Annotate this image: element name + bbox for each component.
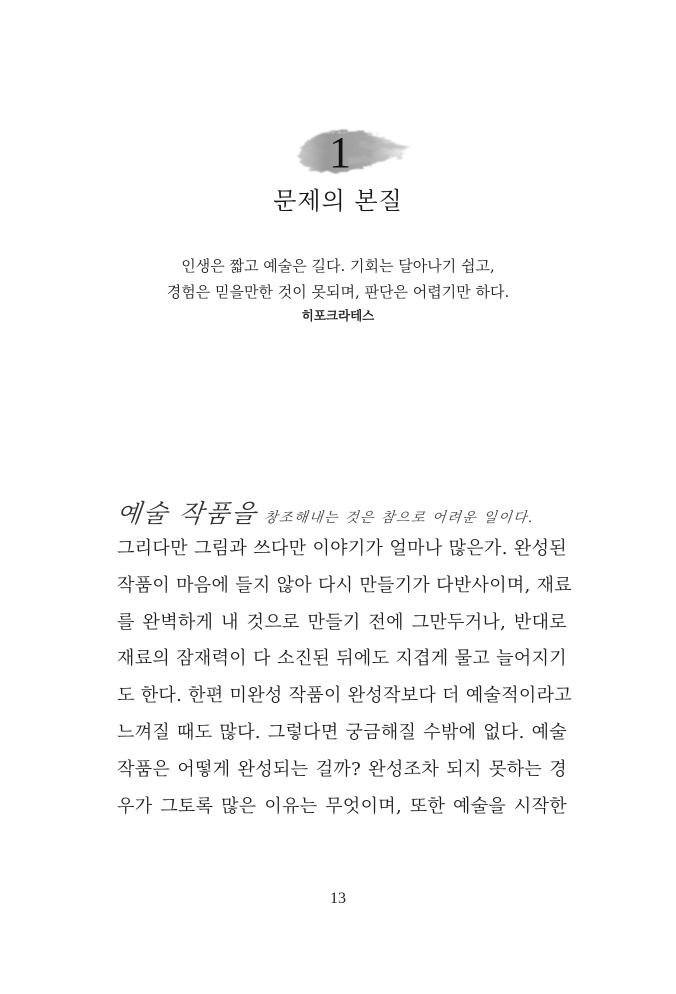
paragraph-line: 그리다만 그림과 쓰다만 이야기가 얼마나 많은가. 완성된 [117,538,567,559]
paragraph-line: 느껴질 때도 많다. 그렇다면 궁금해질 수밖에 없다. 예술 [117,721,567,743]
paragraph-line: 우가 그토록 많은 이유는 무엇이며, 또한 예술을 시작한 [117,795,567,817]
body-text [115,483,572,825]
epigraph-line: 인생은 짧고 예술은 길다. 기회는 달아나기 쉽고, [181,257,495,275]
chapter-title: 문제의 본질 [273,187,403,215]
paragraph-line: 재료의 잠재력이 다 소진된 뒤에도 지겹게 물고 늘어지기 [117,648,567,670]
paragraph-line: 작품이 마음에 들지 않아 다시 만들기가 다반사이며, 재료 [117,574,572,596]
page-number: 13 [330,890,346,907]
paragraph-line: 도 한다. 한편 미완성 작품이 완성작보다 더 예술적이라고 [117,685,572,707]
handwritten-small-text: 창조해내는 것은 참으로 어려운 일이다. [262,510,535,526]
handwritten-large-text: 예술 작품을 [115,499,260,528]
chapter-mark [288,118,416,190]
epigraph-author: 히포크라테스 [301,308,375,323]
paragraph-line: 작품은 어떻게 완성되는 걸까? 완성조차 되지 못하는 경 [117,758,567,780]
chapter-number: 1 [329,128,351,177]
paragraph-line: 를 완벽하게 내 것으로 만들기 전에 그만두거나, 반대로 [117,611,567,633]
handwritten-opening [117,483,567,531]
epigraph-line: 경험은 믿을만한 것이 못되며, 판단은 어렵기만 하다. [166,283,510,301]
epigraph [0,253,676,326]
